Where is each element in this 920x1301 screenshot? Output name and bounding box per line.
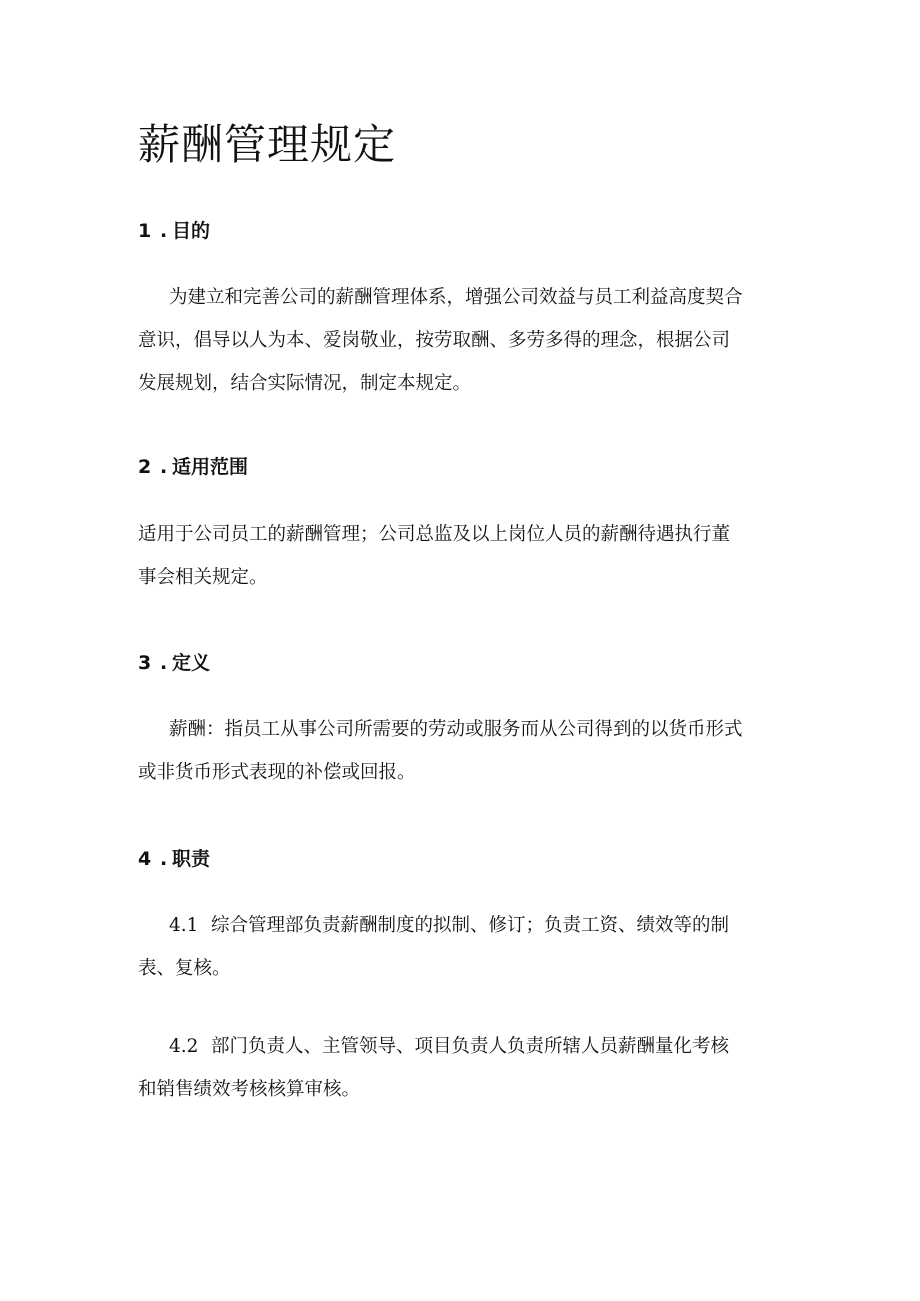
- paragraph-line: [138, 904, 788, 947]
- section-dot: .: [160, 652, 168, 674]
- document-title: 薪酬管理规定: [138, 120, 397, 169]
- item-number: 4.1: [169, 915, 199, 936]
- responsibility-item-4-2: [138, 1025, 788, 1111]
- section-heading-scope: [138, 452, 248, 479]
- paragraph-line: 薪酬：指员工从事公司所需要的劳动或服务而从公司得到的以货币形式: [169, 719, 743, 740]
- section-body-scope: [138, 513, 788, 599]
- paragraph-line: [138, 1025, 788, 1068]
- section-number: 3: [138, 652, 152, 674]
- section-dot: .: [160, 848, 168, 870]
- item-text: 综合管理部负责薪酬制度的拟制、修订；负责工资、绩效等的制: [211, 915, 730, 936]
- paragraph-line: 意识，倡导以人为本、爱岗敬业，按劳取酬、多劳多得的理念，根据公司: [138, 330, 731, 351]
- section-dot: .: [160, 220, 168, 242]
- paragraph-line: 或非货币形式表现的补偿或回报。: [138, 762, 416, 783]
- paragraph-line: 发展规划，结合实际情况，制定本规定。: [138, 373, 472, 394]
- section-body-purpose: [138, 276, 788, 405]
- section-title: 定义: [172, 652, 211, 674]
- section-title: 目的: [172, 220, 211, 242]
- paragraph-line: 事会相关规定。: [138, 567, 268, 588]
- paragraph-line: 表、复核。: [138, 958, 231, 979]
- section-number: 4: [138, 848, 152, 870]
- section-heading-purpose: [138, 216, 210, 243]
- item-text: 部门负责人、主管领导、项目负责人负责所辖人员薪酬量化考核: [211, 1036, 730, 1057]
- section-heading-responsibilities: [138, 844, 210, 871]
- section-title: 职责: [172, 848, 211, 870]
- responsibility-item-4-1: [138, 904, 788, 990]
- paragraph-line: 适用于公司员工的薪酬管理；公司总监及以上岗位人员的薪酬待遇执行董: [138, 524, 731, 545]
- section-heading-definition: [138, 648, 210, 675]
- section-number: 1: [138, 220, 152, 242]
- item-number: 4.2: [169, 1036, 199, 1057]
- paragraph-line: 和销售绩效考核核算审核。: [138, 1079, 361, 1100]
- paragraph-line: 为建立和完善公司的薪酬管理体系，增强公司效益与员工利益高度契合: [169, 287, 743, 308]
- section-body-definition: [138, 708, 788, 794]
- section-number: 2: [138, 456, 152, 478]
- section-title: 适用范围: [172, 456, 249, 478]
- section-dot: .: [160, 456, 168, 478]
